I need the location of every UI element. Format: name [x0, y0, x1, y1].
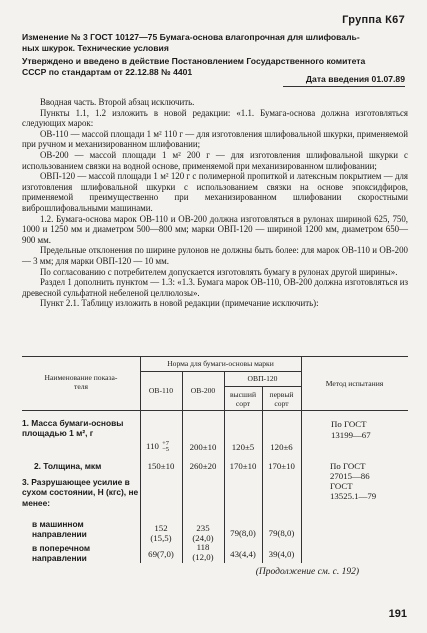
effective-date: Дата введения 01.07.89 — [305, 74, 405, 84]
table-rule — [140, 371, 301, 372]
approval-line2: СССР по стандартам от 22.12.88 № 4401 — [22, 67, 193, 77]
page-number: 191 — [388, 608, 407, 620]
header-norm-group: Норма для бумаги-основы марки — [167, 359, 274, 368]
cell-thick-ov200: 260±20 — [189, 461, 217, 471]
group-label: Группа К67 — [342, 14, 405, 26]
paragraph: Вводная часть. Второй абзац исключить. — [40, 97, 195, 107]
amendment-title-line2: ных шкурок. Технические условия — [22, 43, 169, 53]
cell-mass-ov110: 110 +7 −5 — [146, 440, 169, 453]
continuation-note: (Продолжение см. с. 192) — [255, 567, 359, 577]
cell-mass-ov200: 200±10 — [189, 442, 217, 452]
cell-md-first: 79(8,0) — [268, 528, 295, 538]
paragraph: По согласованию с потребителем допускается изготовлять бумагу в рулонах другой ширины». — [40, 266, 398, 277]
header-ov110: ОВ-110 — [148, 386, 174, 395]
approval-line1: Утверждено и введено в действие Постановлением Государственного комитета — [22, 56, 366, 66]
cell-thick-top: 170±10 — [229, 461, 257, 471]
row-label-cross-direction: в поперечном направлении — [32, 543, 91, 564]
cell-mass-first: 120±6 — [270, 442, 293, 452]
row-label-mass: 1. Масса бумаги-основы площадью 1 м², г — [22, 418, 124, 439]
paragraph: ОВП-120 — массой площади 1 м² 120 г с полимерной пропиткой и латексным покрытием — для изготовления шлифовальной шкурки с использованием связки на основе эпоксидфиров, применяемой преимущественно при механизированном шлифовании скоростными виброшлифовальными машинами. — [22, 171, 408, 213]
cell-thick-first: 170±10 — [268, 461, 295, 471]
cell-thick-ov110: 150±10 — [147, 461, 175, 471]
cell-cd-first: 39(4,0) — [268, 549, 295, 559]
effective-date-underline — [283, 86, 405, 87]
paragraph: 1.2. Бумага-основа марок ОВ-110 и ОВ-200 должна изготовляться в рулонах шириной 625, 750, 1000 и 1250 мм и диаметром 500—800 мм; марки ОВП-120 — шириной 1200 мм, диаметром 650—900 мм. — [22, 213, 408, 245]
cell-thick-method: По ГОСТ 27015—86 ГОСТ 13525.1—79 — [330, 461, 377, 501]
row-label-breaking-force: 3. Разрушающее усилие в сухом состоянии, Н (кгс), не менее: — [22, 477, 139, 508]
cell-md-ov110: 152 (15,5) — [150, 523, 172, 543]
cell-cd-ov200: 118 (12,0) — [192, 542, 214, 562]
paragraph: ОВ-200 — массой площади 1 м² 200 г — для изготовления шлифовальной шкурки с использованием связки на водной основе, применяемой при механизированном шлифовании; — [22, 149, 408, 171]
paragraph: Раздел 1 дополнить пунктом — 1.3: «1.3. Бумага марок ОВ-110, ОВ-200 должна изготовляться из древесной сульфатной небеленой целлюлозы». — [22, 277, 408, 298]
cell-md-ov200: 235 (24,0) — [192, 523, 214, 543]
header-ov200: ОВ-200 — [190, 386, 216, 395]
header-indicator: Наименование показа- теля — [44, 373, 118, 391]
cell-mass-top: 120±5 — [231, 442, 255, 452]
paragraph: ОВ-110 — массой площади 1 м² 110 г — для изготовления шлифовальной шкурки, применяемой при ручном и механизированном шлифовании; — [22, 128, 408, 150]
row-label-machine-direction: в машинном направлении — [32, 519, 87, 540]
row-label-thickness: 2. Толщина, мкм — [34, 461, 102, 471]
header-ovp120: ОВП-120 — [247, 374, 278, 383]
paragraph: Пункт 2.1. Таблицу изложить в новой редакции (примечание исключить): — [40, 298, 319, 309]
header-top-grade: высший сорт — [229, 390, 257, 408]
paragraph: Предельные отклонения по ширине рулонов не должны быть более: для марок ОВ-110 и ОВ-200 — 3 мм; для марки ОВП-120 — 10 мм. — [22, 245, 408, 266]
header-method: Метод испытания — [325, 379, 384, 388]
header-first-grade: первый сорт — [269, 390, 294, 408]
paragraph: Пункты 1.1, 1.2 изложить в новой редакции: «1.1. Бумага-основа должна изготовляться следующих марок: — [22, 107, 408, 129]
cell-cd-ov110: 69(7,0) — [148, 549, 174, 559]
table-header-rule — [22, 410, 408, 411]
cell-mass-method: По ГОСТ 13199—67 — [331, 419, 371, 440]
body-text — [22, 97, 408, 309]
table-top-rule — [22, 356, 408, 357]
amendment-title-line1: Изменение № 3 ГОСТ 10127—75 Бумага-основа влагопрочная для шлифоваль- — [22, 32, 360, 42]
cell-cd-top: 43(4,4) — [230, 549, 256, 559]
cell-md-top: 79(8,0) — [230, 528, 256, 538]
